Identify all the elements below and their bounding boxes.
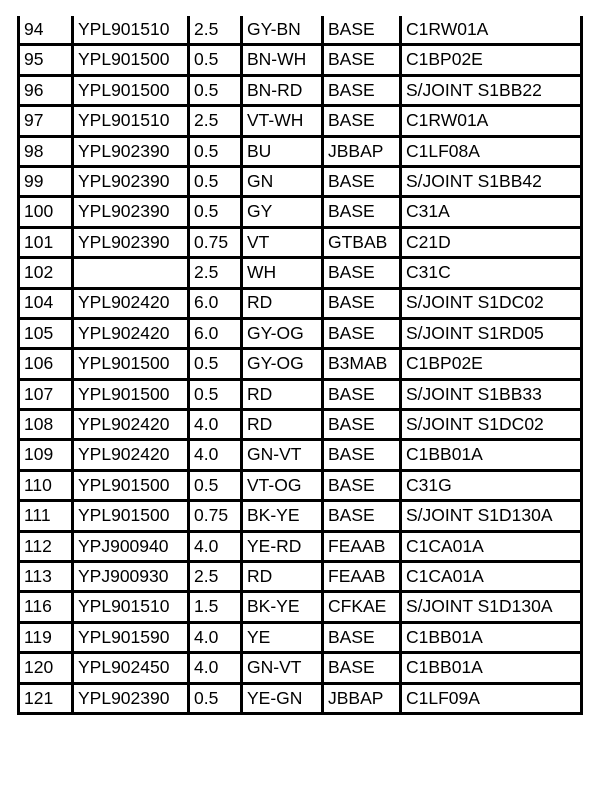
wire-size-cell: 0.75 (189, 501, 242, 531)
location-cell: BASE (323, 410, 401, 440)
wire-number-cell: 119 (19, 622, 73, 652)
wire-number-cell: 113 (19, 562, 73, 592)
wire-color-cell: GN (242, 166, 323, 196)
connection-cell: S/JOINT S1BB22 (401, 75, 582, 105)
connection-cell: C21D (401, 227, 582, 257)
table-row (19, 592, 582, 622)
wire-color-cell: BN-WH (242, 45, 323, 75)
table-row (19, 501, 582, 531)
part-number-cell: YPJ900940 (73, 531, 189, 561)
part-number-cell: YPJ900930 (73, 562, 189, 592)
location-cell: JBBAP (323, 136, 401, 166)
wire-size-cell: 0.5 (189, 166, 242, 196)
wire-size-cell: 2.5 (189, 258, 242, 288)
table-row (19, 349, 582, 379)
table-row (19, 531, 582, 561)
wire-number-cell: 111 (19, 501, 73, 531)
part-number-cell: YPL902390 (73, 227, 189, 257)
wire-color-cell: RD (242, 379, 323, 409)
location-cell: B3MAB (323, 349, 401, 379)
wire-color-cell: GY-OG (242, 318, 323, 348)
wire-size-cell: 0.5 (189, 197, 242, 227)
location-cell: BASE (323, 106, 401, 136)
part-number-cell: YPL901510 (73, 592, 189, 622)
table-row (19, 75, 582, 105)
location-cell: BASE (323, 501, 401, 531)
connection-cell: C31A (401, 197, 582, 227)
wire-number-cell: 94 (19, 16, 73, 45)
part-number-cell: YPL902390 (73, 683, 189, 713)
wire-number-cell: 98 (19, 136, 73, 166)
location-cell: BASE (323, 75, 401, 105)
wire-number-cell: 101 (19, 227, 73, 257)
location-cell: BASE (323, 16, 401, 45)
part-number-cell: YPL901510 (73, 106, 189, 136)
connection-cell: S/JOINT S1DC02 (401, 410, 582, 440)
table-row (19, 440, 582, 470)
wire-number-cell: 116 (19, 592, 73, 622)
table-row (19, 16, 582, 45)
wire-color-cell: BK-YE (242, 592, 323, 622)
part-number-cell: YPL902420 (73, 440, 189, 470)
wire-size-cell: 4.0 (189, 622, 242, 652)
part-number-cell: YPL902390 (73, 166, 189, 196)
table-row (19, 683, 582, 713)
wire-color-cell: GN-VT (242, 440, 323, 470)
wire-list-table (17, 16, 583, 715)
table-row (19, 45, 582, 75)
connection-cell: C1RW01A (401, 16, 582, 45)
wire-color-cell: YE (242, 622, 323, 652)
part-number-cell: YPL901500 (73, 470, 189, 500)
location-cell: BASE (323, 45, 401, 75)
wire-number-cell: 112 (19, 531, 73, 561)
wire-number-cell: 106 (19, 349, 73, 379)
connection-cell: S/JOINT S1BB42 (401, 166, 582, 196)
part-number-cell (73, 258, 189, 288)
connection-cell: C1LF09A (401, 683, 582, 713)
connection-cell: C31G (401, 470, 582, 500)
connection-cell: C1RW01A (401, 106, 582, 136)
table-row (19, 653, 582, 683)
part-number-cell: YPL902420 (73, 410, 189, 440)
location-cell: FEAAB (323, 562, 401, 592)
table-row (19, 562, 582, 592)
location-cell: BASE (323, 653, 401, 683)
wire-list-body (19, 16, 582, 713)
wire-color-cell: YE-RD (242, 531, 323, 561)
wire-number-cell: 120 (19, 653, 73, 683)
location-cell: FEAAB (323, 531, 401, 561)
part-number-cell: YPL902420 (73, 318, 189, 348)
location-cell: CFKAE (323, 592, 401, 622)
connection-cell: C1BP02E (401, 45, 582, 75)
connection-cell: C1CA01A (401, 562, 582, 592)
wire-size-cell: 4.0 (189, 410, 242, 440)
wire-color-cell: GY-BN (242, 16, 323, 45)
table-row (19, 197, 582, 227)
location-cell: GTBAB (323, 227, 401, 257)
part-number-cell: YPL901500 (73, 45, 189, 75)
location-cell: BASE (323, 622, 401, 652)
location-cell: BASE (323, 470, 401, 500)
location-cell: BASE (323, 166, 401, 196)
wire-number-cell: 110 (19, 470, 73, 500)
wire-color-cell: GN-VT (242, 653, 323, 683)
table-row (19, 318, 582, 348)
wire-size-cell: 0.75 (189, 227, 242, 257)
location-cell: BASE (323, 197, 401, 227)
part-number-cell: YPL901500 (73, 75, 189, 105)
connection-cell: C1BB01A (401, 653, 582, 683)
part-number-cell: YPL902450 (73, 653, 189, 683)
wire-size-cell: 0.5 (189, 75, 242, 105)
wire-color-cell: RD (242, 562, 323, 592)
part-number-cell: YPL902390 (73, 197, 189, 227)
part-number-cell: YPL901590 (73, 622, 189, 652)
wire-color-cell: BN-RD (242, 75, 323, 105)
wire-size-cell: 2.5 (189, 562, 242, 592)
table-row (19, 288, 582, 318)
part-number-cell: YPL902390 (73, 136, 189, 166)
table-row (19, 227, 582, 257)
table-row (19, 106, 582, 136)
connection-cell: S/JOINT S1D130A (401, 501, 582, 531)
wire-size-cell: 0.5 (189, 349, 242, 379)
wire-number-cell: 109 (19, 440, 73, 470)
wire-size-cell: 2.5 (189, 16, 242, 45)
connection-cell: C1CA01A (401, 531, 582, 561)
location-cell: BASE (323, 288, 401, 318)
table-row (19, 379, 582, 409)
wire-size-cell: 6.0 (189, 288, 242, 318)
part-number-cell: YPL901500 (73, 379, 189, 409)
wire-size-cell: 0.5 (189, 45, 242, 75)
connection-cell: C1BP02E (401, 349, 582, 379)
connection-cell: S/JOINT S1DC02 (401, 288, 582, 318)
wire-number-cell: 105 (19, 318, 73, 348)
wire-color-cell: RD (242, 410, 323, 440)
wire-number-cell: 99 (19, 166, 73, 196)
wire-number-cell: 108 (19, 410, 73, 440)
wire-size-cell: 4.0 (189, 653, 242, 683)
part-number-cell: YPL901500 (73, 349, 189, 379)
wire-color-cell: RD (242, 288, 323, 318)
wire-color-cell: VT-OG (242, 470, 323, 500)
wire-number-cell: 97 (19, 106, 73, 136)
location-cell: BASE (323, 440, 401, 470)
wire-number-cell: 100 (19, 197, 73, 227)
table-row (19, 166, 582, 196)
connection-cell: C1BB01A (401, 622, 582, 652)
wire-size-cell: 0.5 (189, 379, 242, 409)
wire-size-cell: 4.0 (189, 531, 242, 561)
part-number-cell: YPL901510 (73, 16, 189, 45)
table-row (19, 136, 582, 166)
table-row (19, 410, 582, 440)
connection-cell: S/JOINT S1RD05 (401, 318, 582, 348)
connection-cell: S/JOINT S1D130A (401, 592, 582, 622)
location-cell: BASE (323, 379, 401, 409)
connection-cell: C31C (401, 258, 582, 288)
wire-color-cell: YE-GN (242, 683, 323, 713)
wire-size-cell: 0.5 (189, 470, 242, 500)
wire-color-cell: VT-WH (242, 106, 323, 136)
location-cell: BASE (323, 258, 401, 288)
wire-number-cell: 96 (19, 75, 73, 105)
wire-color-cell: WH (242, 258, 323, 288)
wire-number-cell: 95 (19, 45, 73, 75)
wire-size-cell: 2.5 (189, 106, 242, 136)
wire-number-cell: 104 (19, 288, 73, 318)
connection-cell: S/JOINT S1BB33 (401, 379, 582, 409)
location-cell: JBBAP (323, 683, 401, 713)
location-cell: BASE (323, 318, 401, 348)
wire-size-cell: 0.5 (189, 683, 242, 713)
wire-color-cell: GY-OG (242, 349, 323, 379)
part-number-cell: YPL902420 (73, 288, 189, 318)
table-row (19, 258, 582, 288)
wire-color-cell: BK-YE (242, 501, 323, 531)
part-number-cell: YPL901500 (73, 501, 189, 531)
table-row (19, 622, 582, 652)
wire-color-cell: VT (242, 227, 323, 257)
wire-size-cell: 1.5 (189, 592, 242, 622)
connection-cell: C1LF08A (401, 136, 582, 166)
wire-size-cell: 6.0 (189, 318, 242, 348)
table-row (19, 470, 582, 500)
wire-color-cell: BU (242, 136, 323, 166)
wire-number-cell: 102 (19, 258, 73, 288)
wire-color-cell: GY (242, 197, 323, 227)
wire-number-cell: 107 (19, 379, 73, 409)
wire-size-cell: 0.5 (189, 136, 242, 166)
wire-size-cell: 4.0 (189, 440, 242, 470)
wire-number-cell: 121 (19, 683, 73, 713)
connection-cell: C1BB01A (401, 440, 582, 470)
